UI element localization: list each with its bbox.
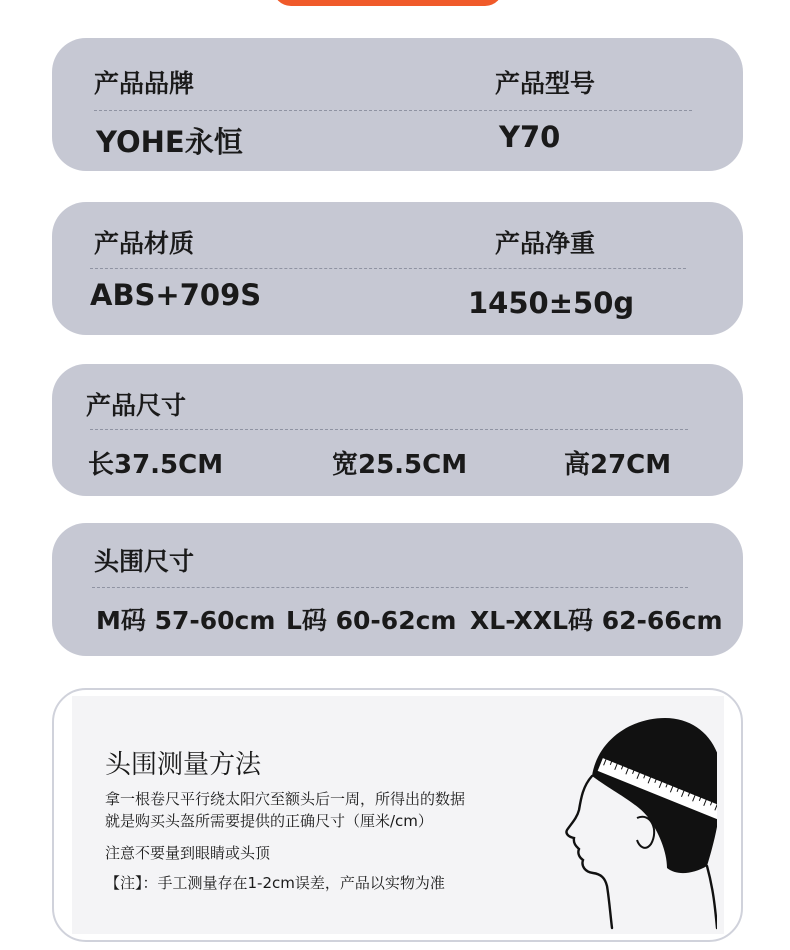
material-label: 产品材质 [94,229,195,258]
divider [90,268,686,269]
height-value: 高27CM [564,450,672,480]
head-size-card [52,523,743,656]
head-measurement-illustration [517,706,717,934]
neck-outline [707,866,717,928]
measurement-note: 注意不要量到眼睛或头顶 [105,844,271,862]
net-weight-value: 1450±50g [468,286,635,320]
divider [94,110,692,111]
brand-label: 产品品牌 [94,69,195,98]
width-value: 宽25.5CM [332,450,468,480]
model-label: 产品型号 [495,69,596,98]
measurement-title: 头围测量方法 [105,750,262,780]
length-value: 长37.5CM [88,450,224,480]
measurement-line-2: 就是购买头盔所需要提供的正确尺寸（厘米/cm） [105,812,433,830]
dimensions-label: 产品尺寸 [86,391,187,420]
brand-value: YOHE永恒 [96,125,243,159]
head-size-label: 头围尺寸 [94,547,195,576]
top-accent-tab [273,0,503,6]
size-l-value: L码 60-62cm [286,606,457,635]
size-m-value: M码 57-60cm [96,606,276,635]
dimensions-card [52,364,743,496]
brand-model-card [52,38,743,171]
measurement-disclaimer: 【注】：手工测量存在1-2cm误差，产品以实物为准 [105,874,445,892]
measurement-panel [72,696,724,934]
material-weight-card [52,202,743,335]
measurement-line-1: 拿一根卷尺平行绕太阳穴至额头后一周，所得出的数据 [105,790,466,808]
net-weight-label: 产品净重 [495,229,596,258]
face-profile [566,776,612,928]
model-value: Y70 [499,120,561,154]
divider [90,429,688,430]
divider [92,587,688,588]
material-value: ABS+709S [90,278,262,312]
measurement-card [52,688,743,942]
size-xl-value: XL-XXL码 62-66cm [470,606,723,635]
